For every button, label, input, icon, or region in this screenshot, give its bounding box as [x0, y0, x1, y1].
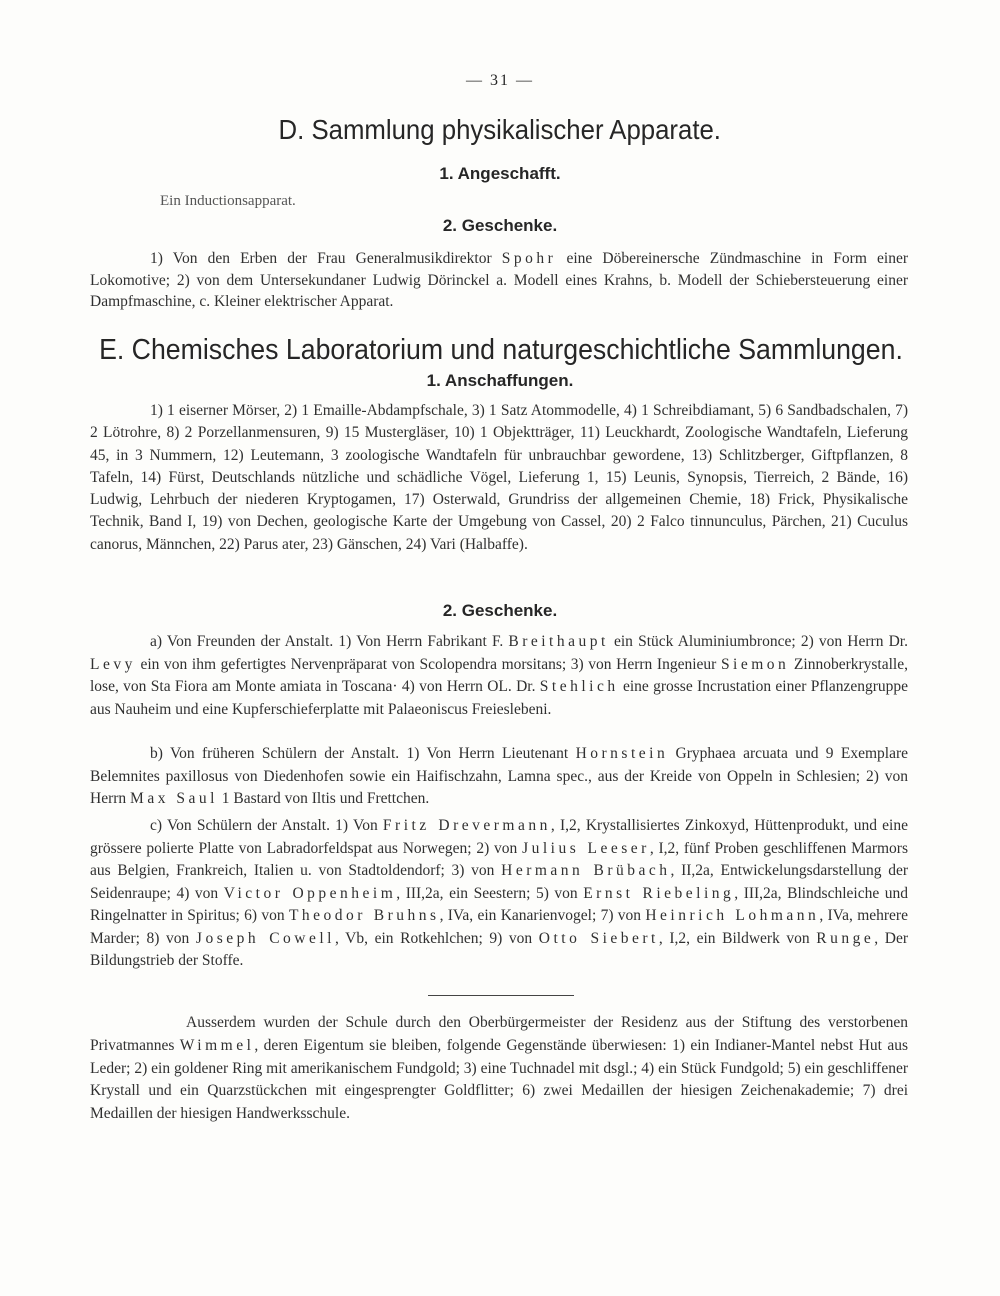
spaced-name: Hermann Brübach	[501, 862, 671, 879]
spaced-name: Joseph Cowell	[195, 929, 335, 947]
spaced-name: Levy	[90, 655, 136, 673]
text-run: , Vb, ein Rotkehlchen; 9) von	[334, 929, 539, 947]
text-run: a) Von Freunden der Anstalt. 1) Von Herrn Fabrikant F.	[150, 633, 509, 650]
spaced-name: Siemon	[720, 655, 790, 673]
spaced-name: Julius Leeser	[522, 839, 650, 857]
section-d-gifts-paragraph	[90, 248, 908, 313]
text-run: , II,2a, Entwickelungsdarstellung der Seidenraupe; 4) von	[90, 862, 908, 902]
spaced-name: Breithaupt	[508, 633, 609, 650]
text-run: 1) Von den Erben der Frau Generalmusikdirektor	[150, 250, 502, 267]
text-run: , III,2a, Blindschleiche und Ringelnatter in Spiritus; 6) von	[90, 884, 909, 924]
spaced-name: Wimmel	[179, 1036, 255, 1054]
text-run: Ausserdem wurden der Schule durch den Oberbürgermeister der Residenz aus der Stiftung des verstorbenen Privatmannes	[90, 1014, 908, 1054]
text-run: c) Von Schülern der Anstalt. 1) Von	[150, 817, 383, 834]
text-run: Zinnoberkrystalle, lose, von Sta Fiora am Monte amiata in Toscana· 4) von Herrn OL. Dr.	[90, 655, 908, 696]
section-e-gifts-a-paragraph	[90, 631, 908, 722]
section-e-sub-acquisitions: 1. Anschaffungen.	[426, 371, 574, 390]
section-e-sub-gifts: 2. Geschenke.	[442, 601, 558, 620]
section-e-acquisitions-paragraph: 1) 1 eiserner Mörser, 2) 1 Emaille-Abdampfschale, 3) 1 Satz Atommodelle, 4) 1 Schreibdiamant, 5) 6 Sandbadschalen, 7) 2 Lötrohre, 8) 2 Porzellanmensuren, 9) 15 Mustergläser, 10) 1 Objektträger, 11) Leuckhardt, Zoologische Wandtafeln, Lieferung 45, in 3 Nummern, 12) Leutemann, 3 zoologische Wandtafeln für unbrauchbar gewordene, 13) Schlitzberger, Giftpflanzen, 8 Tafeln, 14) Fürst, Deutschlands nützliche und schädliche Vögel, Lieferung 1, 15) Leunis, Synopsis, Tierreich, 2 Bände, 16) Ludwig, Lehrbuch der niederen Kryptogamen, 17) Osterwald, Grundriss der allgemeinen Chemie, 18) Frick, Physikalische Technik, Band I, 19) von Dechen, geologische Karte der Umgebung von Cassel, 20) 2 Falco tinnunculus, Pärchen, 21) Cuculus canorus, Männchen, 22) Parus ater, 23) Gänschen, 24) Vari (Halbaffe).	[90, 402, 908, 553]
divider-rule	[428, 995, 574, 996]
text-run: , deren Eigentum sie bleiben, folgende Gegenstände überwiesen: 1) ein Indianer-Mantel nebst Hut aus Leder; 2) ein goldener Ring mit amerikanischem Fundgold; 3) eine Tuchnadel mit dsgl.; 4) ein Stück Fundgold; 5) ein geschliffener Krystall und ein Quarzstückchen mit eingesprengter Goldflitter; 6) zwei Medaillen der hiesigen Zeichenakademie; 7) drei Medaillen der hiesigen Handwerksschule.	[90, 1036, 908, 1123]
text-run: , I,2, fünf Proben geschliffenen Marmors aus Belgien, Frankreich, Italien u. von Stadtoldendorf; 3) von	[90, 839, 908, 879]
spaced-name: Fritz Drevermann	[382, 817, 551, 834]
text-run: ein von ihm gefertigtes Nervenpräparat von Scolopendra morsitans; 3) von Herrn Ingenieur	[135, 655, 721, 673]
page-number: — 31 —	[466, 72, 534, 89]
section-e-gifts-c-paragraph	[90, 815, 908, 973]
spaced-name: Ernst Riebeling	[583, 884, 735, 902]
section-d-sub-gifts: 2. Geschenke.	[442, 216, 558, 235]
text-run: eine Döbereinersche Zündmaschine in Form einer Lokomotive; 2) von dem Untersekundaner Ludwig Dörinckel a. Modell eines Krahns, b. Modell der Schiebersteuerung einer Dampfmaschine, c. Kleiner elektrischer Apparat.	[90, 250, 908, 310]
section-e-title: E. Chemisches Laboratorium und naturgeschichtliche Sammlungen.	[99, 334, 903, 366]
text-run: 1 Bastard von Iltis und Frettchen.	[217, 790, 430, 808]
section-d-acquired-item: Ein Inductionsapparat.	[160, 193, 296, 209]
text-run: , IVa, mehrere Marder; 8) von	[90, 907, 908, 947]
section-d-title: D. Sammlung physikalischer Apparate.	[278, 114, 721, 145]
text-run: , I,2, Krystallisiertes Zinkoxyd, Hüttenprodukt, und eine grössere polierte Platte von Labradorfeldspat aus Norwegen; 2) von	[90, 817, 908, 857]
spaced-name: Spohr	[501, 250, 557, 267]
spaced-name: Otto Siebert	[538, 929, 659, 947]
spaced-name: Heinrich Lohmann	[645, 907, 820, 924]
spaced-name: Victor Oppenheim	[223, 884, 397, 902]
section-e-gifts-b-paragraph	[90, 743, 908, 811]
spaced-name: Hornstein	[575, 745, 669, 762]
spaced-name: Runge	[816, 929, 875, 947]
text-run: eine grosse Incrustation einer Pflanzengruppe aus Nauheim und eine Kupferschieferplatte mit Palaeoniscus Freieslebeni.	[90, 678, 909, 719]
text-run: , I,2, ein Bildwerk von	[658, 929, 817, 947]
spaced-name: Stehlich	[539, 678, 619, 696]
section-d-sub-acquired: 1. Angeschafft.	[439, 164, 561, 183]
closing-paragraph	[90, 1012, 908, 1126]
spaced-name: Theodor Bruhns	[288, 907, 440, 924]
text-run: , III,2a, ein Seestern; 5) von	[396, 884, 584, 902]
text-run: , IVa, ein Kanarienvogel; 7) von	[439, 907, 646, 924]
text-run: Gryphaea arcuata und 9 Exemplare Belemnites paxillosus von Diedenhofen sowie ein Haifischzahn, Lamna spec., aus der Kreide von Oppeln in Schlesien; 2) von Herrn	[90, 745, 908, 808]
text-run: ein Stück Aluminiumbronce; 2) von Herrn Dr.	[608, 633, 908, 650]
text-run: , Der Bildungstrieb der Stoffe.	[90, 929, 908, 969]
text-run: b) Von früheren Schülern der Anstalt. 1) Von Herrn Lieutenant	[150, 745, 576, 762]
spaced-name: Max Saul	[130, 790, 218, 808]
